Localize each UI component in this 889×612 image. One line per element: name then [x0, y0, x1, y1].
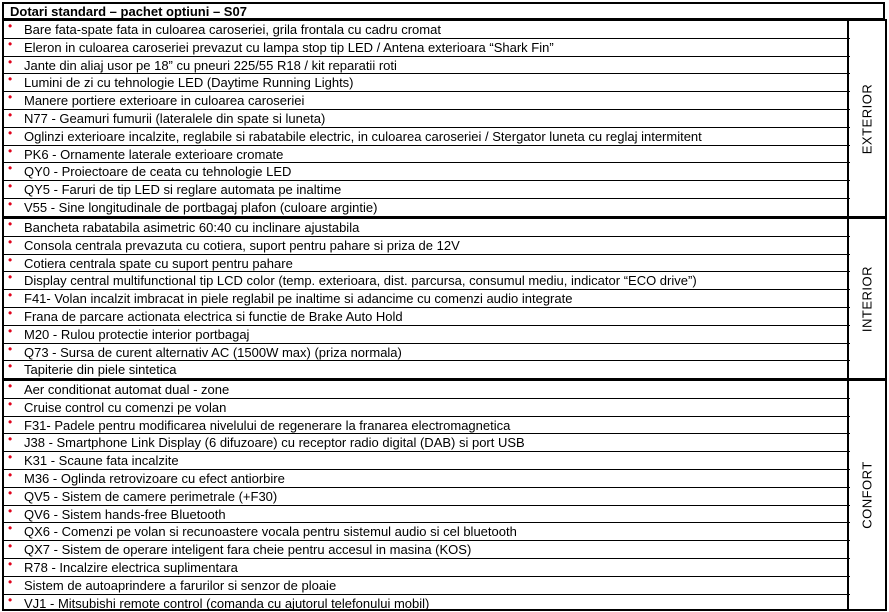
bullet-icon: •	[8, 38, 13, 51]
bullet-icon: •	[8, 523, 13, 536]
section-label-column	[847, 381, 885, 609]
item-list	[4, 21, 850, 217]
list-item	[4, 452, 850, 470]
list-item	[4, 308, 850, 326]
list-item-text: J38 - Smartphone Link Display (6 difuzoare) cu receptor radio digital (DAB) si port USB	[24, 435, 525, 451]
bullet-icon: •	[8, 56, 13, 69]
list-item-text: Jante din aliaj usor pe 18” cu pneuri 225/55 R18 / kit reparatii roti	[24, 57, 397, 73]
section-label: CONFORT	[859, 461, 875, 529]
list-item-text: Q73 - Sursa de curent alternativ AC (1500W max) (priza normala)	[24, 344, 402, 360]
list-item	[4, 290, 850, 308]
list-item	[4, 559, 850, 577]
bullet-icon: •	[8, 434, 13, 447]
list-item	[4, 199, 850, 217]
list-item	[4, 470, 850, 488]
list-item-text: Eleron in culoarea caroseriei prevazut cu lampa stop tip LED / Antena exterioara “Shark Fin”	[24, 39, 554, 55]
bullet-icon: •	[8, 21, 13, 33]
list-item-text: Consola centrala prevazuta cu cotiera, suport pentru pahare si priza de 12V	[24, 237, 460, 253]
bullet-icon: •	[8, 558, 13, 571]
list-item	[4, 92, 850, 110]
list-item-text: F31- Padele pentru modificarea nivelului de regenerare la franarea electromagnetica	[24, 417, 511, 433]
list-item	[4, 361, 850, 379]
list-item-text: QX6 - Comenzi pe volan si recunoastere vocala pentru sistemul audio si cel bluetooth	[24, 524, 517, 540]
section-confort	[2, 379, 887, 611]
list-item-text: Bare fata-spate fata in culoarea caroseriei, grila frontala cu cadru cromat	[24, 22, 441, 37]
list-item-text: Oglinzi exterioare incalzite, reglabile si rabatabile electric, in culoarea caroseriei / Stergator luneta cu reglaj intermitent	[24, 128, 702, 144]
list-item-text: QV5 - Sistem de camere perimetrale (+F30)	[24, 488, 278, 504]
bullet-icon: •	[8, 325, 13, 338]
list-item	[4, 417, 850, 435]
bullet-icon: •	[8, 469, 13, 482]
list-item-text: PK6 - Ornamente laterale exterioare cromate	[24, 146, 284, 162]
item-list	[4, 381, 850, 612]
list-item	[4, 74, 850, 92]
list-item	[4, 21, 850, 39]
list-item	[4, 255, 850, 273]
bullet-icon: •	[8, 290, 13, 303]
list-item-text: VJ1 - Mitsubishi remote control (comanda cu ajutorul telefonului mobil)	[24, 595, 430, 611]
list-item	[4, 39, 850, 57]
section-interior	[2, 217, 887, 380]
list-item-text: Aer conditionat automat dual - zone	[24, 382, 230, 397]
bullet-icon: •	[8, 487, 13, 500]
bullet-icon: •	[8, 198, 13, 211]
list-item	[4, 488, 850, 506]
list-item	[4, 595, 850, 612]
bullet-icon: •	[8, 594, 13, 607]
bullet-icon: •	[8, 576, 13, 589]
list-item	[4, 146, 850, 164]
bullet-icon: •	[8, 416, 13, 429]
bullet-icon: •	[8, 145, 13, 158]
bullet-icon: •	[8, 505, 13, 518]
list-item-text: Frana de parcare actionata electrica si functie de Brake Auto Hold	[24, 308, 403, 324]
page-title: Dotari standard – pachet optiuni – S07	[2, 2, 885, 20]
list-item	[4, 57, 850, 75]
bullet-icon: •	[8, 452, 13, 465]
list-item	[4, 272, 850, 290]
section-label-column	[847, 21, 885, 216]
list-item	[4, 110, 850, 128]
bullet-icon: •	[8, 272, 13, 285]
bullet-icon: •	[8, 236, 13, 249]
list-item	[4, 163, 850, 181]
list-item-text: Tapiterie din piele sintetica	[24, 362, 177, 378]
list-item-text: Lumini de zi cu tehnologie LED (Daytime Running Lights)	[24, 75, 354, 91]
list-item	[4, 237, 850, 255]
bullet-icon: •	[8, 381, 13, 393]
bullet-icon: •	[8, 74, 13, 87]
section-label: EXTERIOR	[859, 83, 875, 154]
item-list	[4, 219, 850, 379]
list-item	[4, 128, 850, 146]
list-item-text: N77 - Geamuri fumurii (lateralele din spate si luneta)	[24, 110, 326, 126]
list-item	[4, 399, 850, 417]
bullet-icon: •	[8, 109, 13, 122]
list-item-text: F41- Volan incalzit imbracat in piele reglabil pe inaltime si adancime cu comenzi audio integrate	[24, 291, 573, 307]
bullet-icon: •	[8, 254, 13, 267]
list-item-text: V55 - Sine longitudinale de portbagaj plafon (culoare argintie)	[24, 199, 378, 215]
bullet-icon: •	[8, 307, 13, 320]
list-item-text: QY0 - Proiectoare de ceata cu tehnologie LED	[24, 164, 292, 180]
section-exterior	[2, 19, 887, 218]
list-item	[4, 326, 850, 344]
bullet-icon: •	[8, 541, 13, 554]
list-item-text: Bancheta rabatabila asimetric 60:40 cu inclinare ajustabila	[24, 220, 360, 235]
list-item-text: Cotiera centrala spate cu suport pentru pahare	[24, 255, 293, 271]
list-item-text: M20 - Rulou protectie interior portbagaj	[24, 326, 250, 342]
list-item	[4, 344, 850, 362]
list-item-text: Cruise control cu comenzi pe volan	[24, 399, 227, 415]
bullet-icon: •	[8, 343, 13, 356]
list-item-text: R78 - Incalzire electrica suplimentara	[24, 559, 238, 575]
section-label: INTERIOR	[859, 265, 875, 332]
bullet-icon: •	[8, 398, 13, 411]
list-item-text: Display central multifunctional tip LCD color (temp. exterioara, dist. parcursa, consumul mediu, indicator “ECO drive”)	[24, 273, 697, 289]
bullet-icon: •	[8, 127, 13, 140]
list-item	[4, 181, 850, 199]
bullet-icon: •	[8, 163, 13, 176]
list-item	[4, 523, 850, 541]
list-item	[4, 219, 850, 237]
list-item	[4, 381, 850, 399]
list-item	[4, 577, 850, 595]
bullet-icon: •	[8, 219, 13, 231]
list-item-text: Sistem de autoaprindere a farurilor si senzor de ploaie	[24, 577, 337, 593]
bullet-icon: •	[8, 181, 13, 194]
list-item	[4, 434, 850, 452]
list-item-text: Manere portiere exterioare in culoarea caroseriei	[24, 93, 305, 109]
list-item-text: QV6 - Sistem hands-free Bluetooth	[24, 506, 226, 522]
bullet-icon: •	[8, 361, 13, 374]
list-item-text: QY5 - Faruri de tip LED si reglare automata pe inaltime	[24, 182, 342, 198]
section-label-column	[847, 219, 885, 378]
list-item	[4, 541, 850, 559]
list-item	[4, 506, 850, 524]
list-item-text: QX7 - Sistem de operare inteligent fara cheie pentru accesul in masina (KOS)	[24, 542, 472, 558]
list-item-text: M36 - Oglinda retrovizoare cu efect antiorbire	[24, 470, 285, 486]
bullet-icon: •	[8, 92, 13, 105]
list-item-text: K31 - Scaune fata incalzite	[24, 453, 179, 469]
